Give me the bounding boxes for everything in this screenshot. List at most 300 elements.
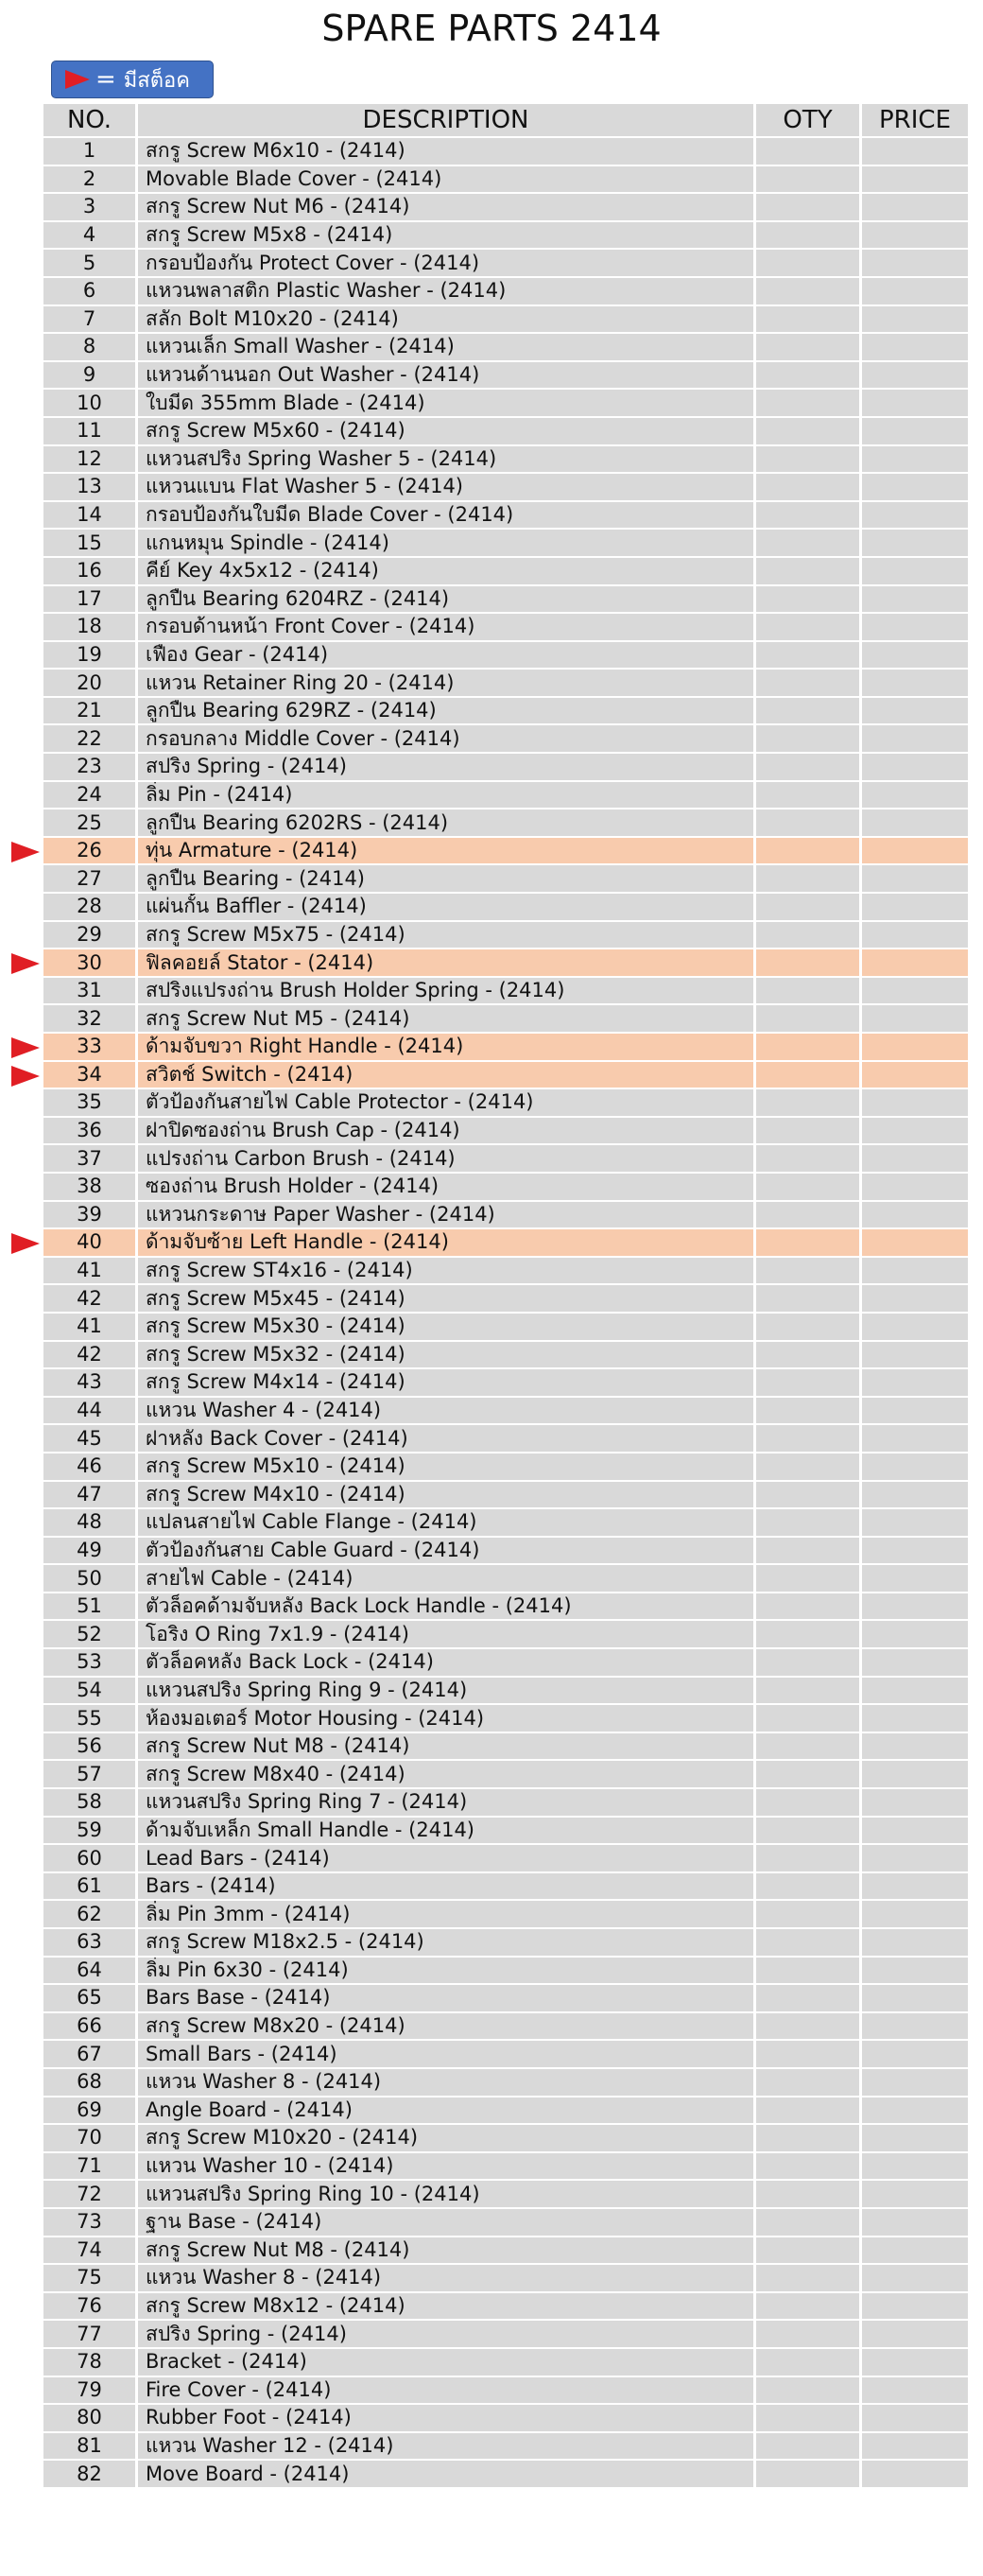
part-description: แหวน Washer 12 - (2414) [138,2433,756,2460]
part-price [862,949,968,976]
part-qty [756,166,862,193]
part-qty [756,1145,862,1172]
part-price [862,978,968,1004]
table-row [43,2433,968,2462]
table-row [43,1258,968,1286]
part-number: 60 [43,1845,138,1871]
part-qty [756,1845,862,1871]
part-price [862,698,968,724]
part-qty [756,1761,862,1787]
part-price [862,894,968,920]
part-price [862,1369,968,1396]
table-row [43,2265,968,2293]
part-description: สวิตช์ Switch - (2414) [138,1062,756,1088]
part-price [862,2209,968,2236]
table-row [43,1369,968,1398]
part-number: 12 [43,446,138,473]
part-description: สกรู Screw M5x32 - (2414) [138,1342,756,1368]
table-row [43,1482,968,1510]
table-row [43,334,968,362]
part-qty [756,2069,862,2096]
part-description: สกรู Screw M5x45 - (2414) [138,1285,756,1312]
part-price [862,1621,968,1647]
part-number: 45 [43,1425,138,1452]
table-row [43,949,968,978]
table-row [43,1705,968,1733]
table-row [43,2237,968,2266]
part-description: สายไฟ Cable - (2414) [138,1565,756,1592]
part-description: ฝาหลัง Back Cover - (2414) [138,1425,756,1452]
part-number: 24 [43,782,138,809]
part-description: ด้ามจับซ้าย Left Handle - (2414) [138,1229,756,1256]
part-qty [756,1789,862,1816]
table-row [43,530,968,558]
part-qty [756,1062,862,1088]
part-number: 42 [43,1285,138,1312]
part-price [862,725,968,752]
table-row [43,1733,968,1762]
part-number: 22 [43,725,138,752]
part-price [862,418,968,444]
part-qty [756,2041,862,2067]
part-price [862,1118,968,1144]
table-row [43,1593,968,1622]
part-number: 9 [43,362,138,389]
part-number: 66 [43,2013,138,2040]
part-number: 41 [43,1314,138,1340]
part-price [862,138,968,165]
part-qty [756,2377,862,2404]
part-price [862,809,968,836]
part-price [862,250,968,276]
part-qty [756,2125,862,2151]
part-description: กรอบกลาง Middle Cover - (2414) [138,725,756,752]
part-price [862,1789,968,1816]
table-row [43,1453,968,1482]
part-qty [756,1482,862,1508]
part-number: 36 [43,1118,138,1144]
table-row [43,1818,968,1846]
part-description: ตัวป้องกันสาย Cable Guard - (2414) [138,1538,756,1564]
table-row [43,194,968,222]
part-number: 57 [43,1761,138,1787]
part-description: แปลนสายไฟ Cable Flange - (2414) [138,1509,756,1536]
part-description: แหวน Washer 8 - (2414) [138,2069,756,2096]
part-number: 79 [43,2377,138,2404]
part-qty [756,1005,862,1032]
part-description: ลูกปืน Bearing 629RZ - (2414) [138,698,756,724]
part-qty [756,2405,862,2431]
part-description: Movable Blade Cover - (2414) [138,166,756,193]
part-price [862,1958,968,1984]
table-row [43,698,968,726]
table-row [43,1509,968,1538]
part-price [862,1145,968,1172]
table-row [43,446,968,475]
part-description: สลัก Bolt M10x20 - (2414) [138,306,756,333]
table-row [43,725,968,754]
part-qty [756,138,862,165]
part-qty [756,782,862,809]
part-price [862,222,968,249]
table-row [43,2097,968,2126]
part-number: 30 [43,949,138,976]
part-number: 51 [43,1593,138,1620]
part-description: สกรู Screw M8x40 - (2414) [138,1761,756,1787]
part-number: 17 [43,586,138,613]
part-price [862,1342,968,1368]
part-description: ลูกปืน Bearing 6204RZ - (2414) [138,586,756,613]
part-price [862,2125,968,2151]
part-number: 11 [43,418,138,444]
part-price [862,2153,968,2180]
part-number: 63 [43,1929,138,1956]
part-price [862,2433,968,2460]
part-number: 16 [43,558,138,584]
stock-marker-icon [65,70,90,89]
part-price [862,446,968,473]
part-number: 1 [43,138,138,165]
part-description: เฟือง Gear - (2414) [138,642,756,669]
part-price [862,1034,968,1060]
part-number: 67 [43,2041,138,2067]
part-qty [756,2209,862,2236]
table-row [43,1621,968,1649]
part-price [862,1929,968,1956]
part-number: 10 [43,390,138,416]
part-qty [756,250,862,276]
table-row [43,2321,968,2349]
part-price [862,166,968,193]
part-description: แหวนด้านนอก Out Washer - (2414) [138,362,756,389]
part-description: แหวนกระดาษ Paper Washer - (2414) [138,1202,756,1228]
part-price [862,502,968,529]
header-qty: OTY [756,104,862,136]
part-number: 31 [43,978,138,1004]
part-price [862,1593,968,1620]
table-row [43,1005,968,1034]
table-row [43,166,968,195]
table-row [43,670,968,698]
part-qty [756,1873,862,1900]
part-number: 73 [43,2209,138,2236]
part-number: 72 [43,2181,138,2207]
table-row [43,362,968,391]
part-qty [756,446,862,473]
table-row [43,1873,968,1902]
header-description: DESCRIPTION [138,104,756,136]
part-qty [756,278,862,305]
part-description: ลิ่ม Pin - (2414) [138,782,756,809]
part-qty [756,2293,862,2320]
part-number: 19 [43,642,138,669]
part-qty [756,2349,862,2376]
table-row [43,978,968,1006]
table-row [43,865,968,894]
part-qty [756,2237,862,2264]
table-row [43,1062,968,1090]
part-price [862,474,968,500]
part-qty [756,2461,862,2487]
part-qty [756,2097,862,2124]
part-qty [756,1985,862,2011]
table-row [43,1285,968,1314]
part-qty [756,2181,862,2207]
part-price [862,558,968,584]
part-number: 76 [43,2293,138,2320]
part-price [862,2461,968,2487]
part-number: 50 [43,1565,138,1592]
part-price [862,670,968,696]
table-row [43,558,968,586]
part-price [862,1901,968,1927]
table-row [43,1118,968,1146]
part-qty [756,1314,862,1340]
table-row [43,782,968,810]
part-description: สกรู Screw M8x12 - (2414) [138,2293,756,2320]
part-qty [756,1929,862,1956]
part-qty [756,642,862,669]
part-qty [756,670,862,696]
table-row [43,642,968,670]
part-description: ทุ่น Armature - (2414) [138,838,756,864]
part-description: ด้ามจับเหล็ก Small Handle - (2414) [138,1818,756,1844]
part-qty [756,1425,862,1452]
part-qty [756,2153,862,2180]
part-price [862,1202,968,1228]
part-number: 44 [43,1398,138,1424]
table-row [43,2461,968,2489]
part-description: สกรู Screw Nut M8 - (2414) [138,2237,756,2264]
part-qty [756,1034,862,1060]
part-price [862,1873,968,1900]
part-description: สกรู Screw ST4x16 - (2414) [138,1258,756,1284]
table-row [43,1901,968,1929]
part-qty [756,530,862,556]
part-qty [756,1733,862,1760]
part-qty [756,474,862,500]
part-description: สกรู Screw Nut M6 - (2414) [138,194,756,220]
table-row [43,1342,968,1370]
part-description: สกรู Screw M5x75 - (2414) [138,922,756,949]
part-qty [756,1285,862,1312]
part-description: กรอบด้านหน้า Front Cover - (2414) [138,614,756,640]
legend-equals: = [95,65,116,94]
part-qty [756,1818,862,1844]
part-qty [756,1174,862,1200]
part-price [862,1453,968,1480]
part-qty [756,922,862,949]
part-number: 23 [43,754,138,780]
table-row [43,1678,968,1706]
part-qty [756,725,862,752]
part-price [862,2349,968,2376]
part-number: 18 [43,614,138,640]
part-number: 27 [43,865,138,892]
part-price [862,1062,968,1088]
part-description: แผ่นกั้น Baffler - (2414) [138,894,756,920]
part-number: 61 [43,1873,138,1900]
part-qty [756,1202,862,1228]
part-price [862,1705,968,1732]
part-price [862,1678,968,1704]
part-number: 38 [43,1174,138,1200]
part-description: สปริงแปรงถ่าน Brush Holder Spring - (2414) [138,978,756,1004]
table-row [43,2209,968,2237]
table-row [43,418,968,446]
part-qty [756,390,862,416]
table-header [43,104,968,138]
table-row [43,1425,968,1453]
part-description: ฟิลคอยล์ Stator - (2414) [138,949,756,976]
part-description: แหวนสปริง Spring Ring 7 - (2414) [138,1789,756,1816]
legend-label: มีสต็อค [123,68,190,93]
table-row [43,2069,968,2097]
table-row [43,1229,968,1258]
part-qty [756,1369,862,1396]
part-qty [756,1705,862,1732]
part-number: 3 [43,194,138,220]
part-qty [756,362,862,389]
table-row [43,614,968,642]
part-price [862,1229,968,1256]
part-description: กรอบป้องกัน Protect Cover - (2414) [138,250,756,276]
part-qty [756,502,862,529]
part-number: 26 [43,838,138,864]
table-row [43,502,968,531]
table-row [43,1565,968,1593]
part-number: 43 [43,1369,138,1396]
part-qty [756,1621,862,1647]
part-description: ฐาน Base - (2414) [138,2209,756,2236]
part-number: 47 [43,1482,138,1508]
part-number: 5 [43,250,138,276]
part-qty [756,614,862,640]
part-qty [756,1678,862,1704]
parts-table [43,104,968,2489]
table-row [43,894,968,922]
part-description: Bars - (2414) [138,1873,756,1900]
table-row [43,1145,968,1174]
part-number: 29 [43,922,138,949]
part-price [862,865,968,892]
table-row [43,1985,968,2013]
part-price [862,1089,968,1116]
table-row [43,1789,968,1818]
part-number: 48 [43,1509,138,1536]
part-number: 49 [43,1538,138,1564]
part-description: Move Board - (2414) [138,2461,756,2487]
table-row [43,922,968,950]
part-number: 34 [43,1062,138,1088]
part-description: สกรู Screw M5x8 - (2414) [138,222,756,249]
part-description: แกนหมุน Spindle - (2414) [138,530,756,556]
part-qty [756,949,862,976]
part-description: โอริง O Ring 7x1.9 - (2414) [138,1621,756,1647]
part-description: ฝาปิดซองถ่าน Brush Cap - (2414) [138,1118,756,1144]
part-price [862,2293,968,2320]
part-number: 13 [43,474,138,500]
header-no: NO. [43,104,138,136]
part-qty [756,1565,862,1592]
part-description: แหวนแบน Flat Washer 5 - (2414) [138,474,756,500]
part-price [862,1509,968,1536]
table-row [43,250,968,278]
part-description: ตัวล็อคด้ามจับหลัง Back Lock Handle - (2414) [138,1593,756,1620]
part-description: สกรู Screw M8x20 - (2414) [138,2013,756,2040]
table-row [43,138,968,166]
table-row [43,1398,968,1426]
part-qty [756,1901,862,1927]
part-price [862,2181,968,2207]
part-qty [756,2321,862,2347]
part-qty [756,222,862,249]
part-number: 59 [43,1818,138,1844]
part-qty [756,1453,862,1480]
table-row [43,306,968,335]
stock-legend [51,61,214,98]
part-number: 2 [43,166,138,193]
part-qty [756,1509,862,1536]
part-price [862,1818,968,1844]
table-row [43,2125,968,2153]
part-qty [756,1538,862,1564]
table-row [43,1174,968,1202]
part-number: 75 [43,2265,138,2291]
table-row [43,1089,968,1118]
part-price [862,1985,968,2011]
part-price [862,390,968,416]
part-description: สปริง Spring - (2414) [138,2321,756,2347]
part-price [862,278,968,305]
part-qty [756,838,862,864]
part-price [862,754,968,780]
part-price [862,1425,968,1452]
table-row [43,2181,968,2209]
part-description: สกรู Screw Nut M8 - (2414) [138,1733,756,1760]
part-number: 78 [43,2349,138,2376]
table-row [43,2349,968,2377]
stock-marker-icon [11,1233,40,1254]
table-row [43,474,968,502]
table-row [43,1958,968,1986]
part-description: สกรู Screw M10x20 - (2414) [138,2125,756,2151]
part-price [862,1258,968,1284]
part-description: แหวน Retainer Ring 20 - (2414) [138,670,756,696]
table-row [43,2013,968,2042]
part-number: 4 [43,222,138,249]
part-number: 53 [43,1649,138,1676]
part-price [862,614,968,640]
part-qty [756,809,862,836]
part-price [862,586,968,613]
part-description: Bars Base - (2414) [138,1985,756,2011]
part-number: 40 [43,1229,138,1256]
stock-marker-icon [11,1037,40,1058]
part-qty [756,894,862,920]
table-row [43,2377,968,2406]
page-title: SPARE PARTS 2414 [321,8,662,49]
part-qty [756,2265,862,2291]
part-number: 80 [43,2405,138,2431]
part-description: Bracket - (2414) [138,2349,756,2376]
part-number: 68 [43,2069,138,2096]
part-qty [756,1398,862,1424]
part-number: 37 [43,1145,138,1172]
part-number: 8 [43,334,138,360]
table-row [43,2041,968,2069]
part-qty [756,334,862,360]
